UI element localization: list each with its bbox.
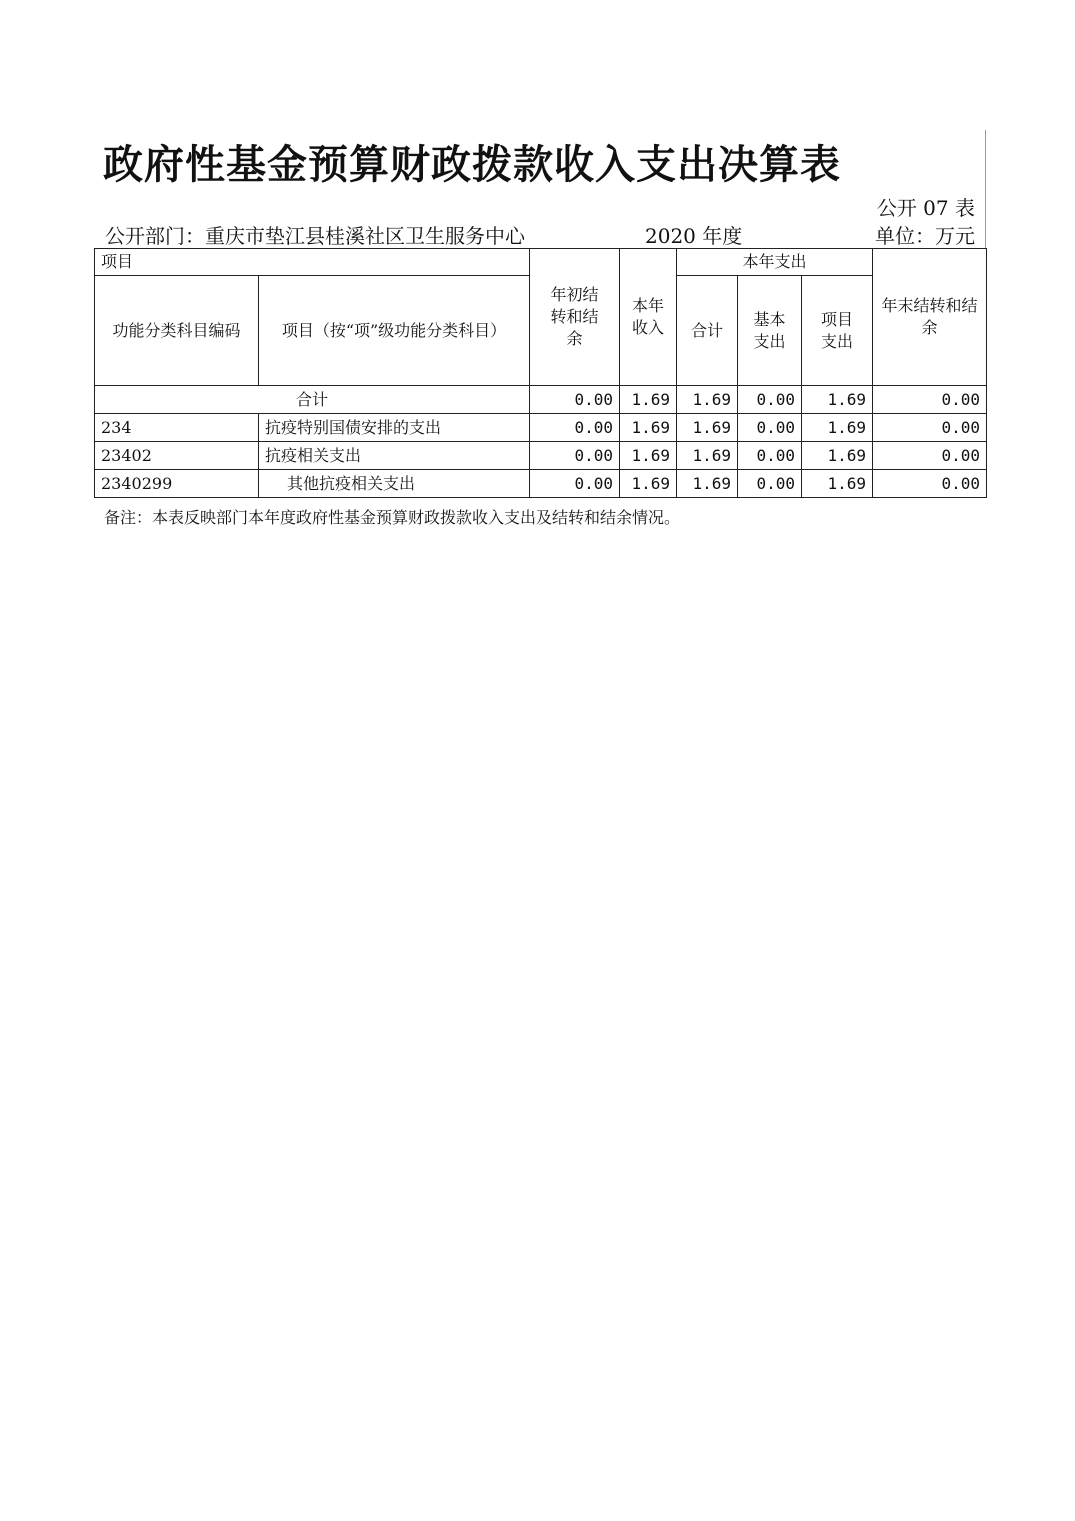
page-edge-line: [985, 130, 986, 248]
table-row: [95, 414, 987, 442]
header-project-text: 项目支出: [821, 309, 854, 351]
row-basic: 0.00: [738, 414, 802, 442]
header-code: 功能分类科目编码: [95, 276, 259, 386]
row-project: 1.69: [802, 414, 873, 442]
row-code: 234: [95, 414, 259, 442]
header-basic: [738, 276, 802, 386]
row-project: 1.69: [802, 442, 873, 470]
row-income: 1.69: [620, 442, 677, 470]
header-end-balance-text: 年末结转和结余: [881, 296, 978, 337]
row-end-balance: 0.00: [873, 442, 987, 470]
fiscal-year: 2020 年度: [645, 224, 743, 248]
department-label: 公开部门：重庆市垫江县桂溪社区卫生服务中心: [105, 224, 525, 248]
table-row: [95, 470, 987, 498]
total-total: 1.69: [677, 386, 738, 414]
row-basic: 0.00: [738, 442, 802, 470]
row-end-balance: 0.00: [873, 414, 987, 442]
total-income: 1.69: [620, 386, 677, 414]
row-begin-balance: 0.00: [530, 470, 620, 498]
row-income: 1.69: [620, 414, 677, 442]
row-name: 抗疫特别国债安排的支出: [259, 414, 530, 442]
row-total: 1.69: [677, 442, 738, 470]
budget-table: [94, 248, 987, 498]
row-begin-balance: 0.00: [530, 414, 620, 442]
table-number: 公开 07 表: [876, 196, 975, 220]
header-item: 项目: [95, 249, 530, 276]
header-name-text: 项目（按“项”级功能分类科目）: [281, 320, 507, 340]
total-begin-balance: 0.00: [530, 386, 620, 414]
table-row: [95, 442, 987, 470]
row-name: 其他抗疫相关支出: [259, 470, 530, 498]
header-expense-group: 本年支出: [677, 249, 873, 276]
header-end-balance: [873, 249, 987, 386]
row-project: 1.69: [802, 470, 873, 498]
total-end-balance: 0.00: [873, 386, 987, 414]
row-code: 2340299: [95, 470, 259, 498]
row-basic: 0.00: [738, 470, 802, 498]
row-total: 1.69: [677, 414, 738, 442]
header-total: 合计: [677, 276, 738, 386]
row-total: 1.69: [677, 470, 738, 498]
unit-label: 单位：万元: [875, 224, 975, 248]
header-row-1: [95, 249, 987, 276]
header-basic-text: 基本支出: [753, 309, 786, 351]
header-income: [620, 249, 677, 386]
header-income-text: 本年收入: [632, 296, 665, 337]
total-label: 合计: [95, 386, 530, 414]
total-project: 1.69: [802, 386, 873, 414]
row-name: 抗疫相关支出: [259, 442, 530, 470]
header-begin-balance: [530, 249, 620, 386]
header-name: [259, 276, 530, 386]
header-begin-balance-text: 年初结转和结余: [550, 285, 599, 348]
total-row: [95, 386, 987, 414]
table-note: 备注：本表反映部门本年度政府性基金预算财政拨款收入支出及结转和结余情况。: [104, 508, 681, 527]
row-income: 1.69: [620, 470, 677, 498]
total-basic: 0.00: [738, 386, 802, 414]
header-project: [802, 276, 873, 386]
row-begin-balance: 0.00: [530, 442, 620, 470]
page-title: 政府性基金预算财政拨款收入支出决算表: [103, 141, 841, 188]
row-code: 23402: [95, 442, 259, 470]
row-end-balance: 0.00: [873, 470, 987, 498]
